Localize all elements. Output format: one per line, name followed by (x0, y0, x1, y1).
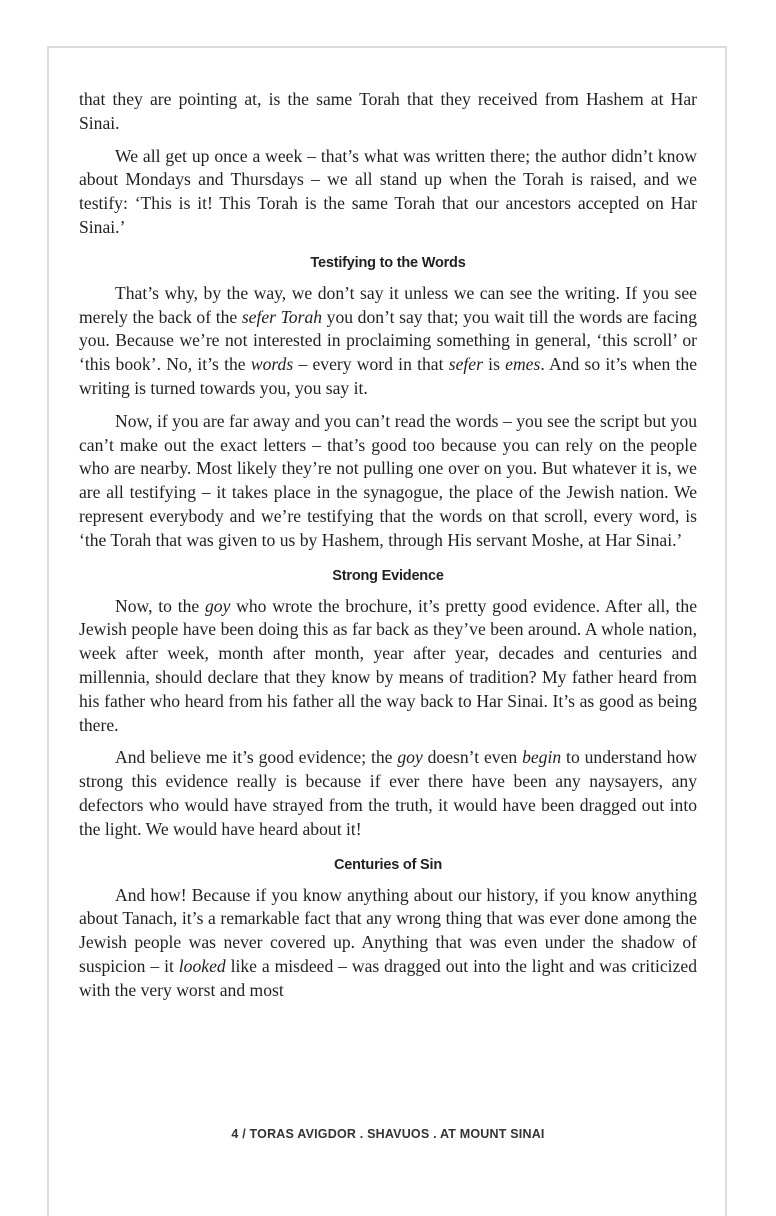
paragraph (79, 746, 697, 841)
text-run: like a misdeed – was dragged out into the light and was criticized with the very worst and most (79, 955, 697, 1000)
text-run: – every word in that (293, 354, 449, 375)
italic-text: emes (505, 354, 541, 375)
paragraph (79, 88, 697, 136)
text-run: doesn’t even (422, 747, 523, 768)
paragraph (79, 282, 697, 401)
paragraph (79, 145, 697, 240)
page-body (79, 88, 697, 1012)
italic-text: words (250, 354, 294, 375)
text-run: That’s why, by the way, we don’t say it unless we can see the writing. If you see merely the back of the (79, 282, 697, 327)
text-run: you don’t say that; you wait till the words are facing you. Because we’re not interested in proclaiming something in general, ‘this scroll’ or ‘this book’. No, it’s the (79, 306, 697, 375)
italic-text: sefer Torah (241, 306, 323, 327)
italic-text: looked (178, 955, 226, 976)
text-run: . And so it’s when the writing is turned towards you, you say it. (79, 354, 698, 398)
text-run: who wrote the brochure, it’s pretty good evidence. After all, the Jewish people have been doing this as far back as they’ve been around. A whole nation, week after week, month after month, year after year, decades and centuries and millennia, should declare that they know by means of tradition? My father heard from his father who heard from his father all the way back to Har Sinai. It’s as good as being there. (79, 595, 697, 735)
text-run: that they are pointing at, is the same Torah that they received from Hashem at Har Sinai. (79, 89, 697, 133)
text-run: Now, to the (115, 595, 205, 616)
paragraph (79, 884, 697, 1003)
text-run: Now, if you are far away and you can’t read the words – you see the script but you can’t make out the exact letters – that’s good too because you can rely on the people who are nearby. Most likely they’re not pulling one over on you. But whatever it is, we are all testifying – it takes place in the synagogue, the place of the Jewish nation. We represent everybody and we’re testifying that the words on that scroll, every word, is ‘the Torah that was given to us by Hashem, through His servant Moshe, at Har Sinai.’ (79, 410, 697, 550)
text-run: is (482, 354, 506, 375)
running-footer: 4 / TORAS AVIGDOR . SHAVUOS . AT MOUNT SINAI (231, 1127, 545, 1141)
text-run: We all get up once a week – that’s what was written there; the author didn’t know about Mondays and Thursdays – we all stand up when the Torah is raised, and we testify: ‘This is it! This Torah is the same Torah that our ancestors accepted on Har Sinai.’ (79, 145, 697, 237)
italic-text: goy (204, 595, 231, 616)
paragraph (79, 410, 697, 553)
text-run: And how! Because if you know anything about our history, if you know anything about Tanach, it’s a remarkable fact that any wrong thing that was ever done among the Jewish people was never covered up. Anything that was even under the shadow of suspicion – it (79, 884, 697, 976)
section-heading: Testifying to the Words (310, 254, 466, 271)
text-run: And believe me it’s good evidence; the (115, 747, 398, 768)
paragraph (79, 595, 697, 738)
section-heading: Strong Evidence (332, 567, 444, 584)
section-heading: Centuries of Sin (334, 856, 442, 873)
text-run: to understand how strong this evidence really is because if ever there have been any naysayers, any defectors who would have strayed from the truth, it would have been dragged out into the light. We would have heard about it! (79, 747, 697, 839)
italic-text: begin (522, 747, 562, 768)
italic-text: goy (397, 747, 423, 768)
italic-text: sefer (448, 354, 483, 375)
